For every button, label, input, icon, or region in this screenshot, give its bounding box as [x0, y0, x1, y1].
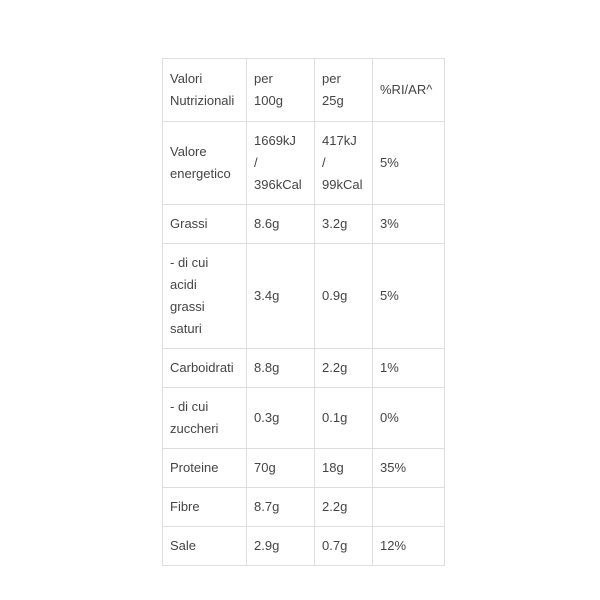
table-row	[163, 122, 445, 205]
per-100g-cell: 8.6g	[247, 205, 315, 244]
per-100g-cell: 1669kJ / 396kCal	[247, 122, 315, 205]
per-25g-cell: 18g	[315, 449, 373, 488]
nutrient-name-cell: Carboidrati	[163, 349, 247, 388]
ri-percent-cell: 12%	[373, 527, 445, 566]
header-cell-ri: %RI/AR^	[373, 59, 445, 122]
ri-percent-cell	[373, 488, 445, 527]
nutrient-name-cell: Valore energetico	[163, 122, 247, 205]
ri-percent-cell: 0%	[373, 388, 445, 449]
nutrient-name-cell: Sale	[163, 527, 247, 566]
per-25g-cell: 0.1g	[315, 388, 373, 449]
per-100g-cell: 8.7g	[247, 488, 315, 527]
per-25g-cell: 2.2g	[315, 488, 373, 527]
table-row	[163, 527, 445, 566]
per-100g-cell: 8.8g	[247, 349, 315, 388]
nutrient-name-cell: Proteine	[163, 449, 247, 488]
per-100g-cell: 2.9g	[247, 527, 315, 566]
table-row	[163, 488, 445, 527]
per-100g-cell: 3.4g	[247, 244, 315, 349]
table-row	[163, 388, 445, 449]
table-row	[163, 349, 445, 388]
table-row	[163, 205, 445, 244]
per-25g-cell: 417kJ / 99kCal	[315, 122, 373, 205]
per-25g-cell: 2.2g	[315, 349, 373, 388]
ri-percent-cell: 3%	[373, 205, 445, 244]
nutrient-name-cell: - di cui acidi grassi saturi	[163, 244, 247, 349]
table-header-row	[163, 59, 445, 122]
per-25g-cell: 0.7g	[315, 527, 373, 566]
ri-percent-cell: 5%	[373, 244, 445, 349]
per-25g-cell: 3.2g	[315, 205, 373, 244]
ri-percent-cell: 35%	[373, 449, 445, 488]
per-100g-cell: 0.3g	[247, 388, 315, 449]
per-100g-cell: 70g	[247, 449, 315, 488]
nutrient-name-cell: - di cui zuccheri	[163, 388, 247, 449]
table-row	[163, 244, 445, 349]
header-cell-nutrient: Valori Nutrizionali	[163, 59, 247, 122]
ri-percent-cell: 5%	[373, 122, 445, 205]
ri-percent-cell: 1%	[373, 349, 445, 388]
header-cell-per-25g: per 25g	[315, 59, 373, 122]
table-row	[163, 449, 445, 488]
per-25g-cell: 0.9g	[315, 244, 373, 349]
header-cell-per-100g: per 100g	[247, 59, 315, 122]
nutrient-name-cell: Fibre	[163, 488, 247, 527]
nutrition-table	[162, 58, 445, 566]
nutrient-name-cell: Grassi	[163, 205, 247, 244]
